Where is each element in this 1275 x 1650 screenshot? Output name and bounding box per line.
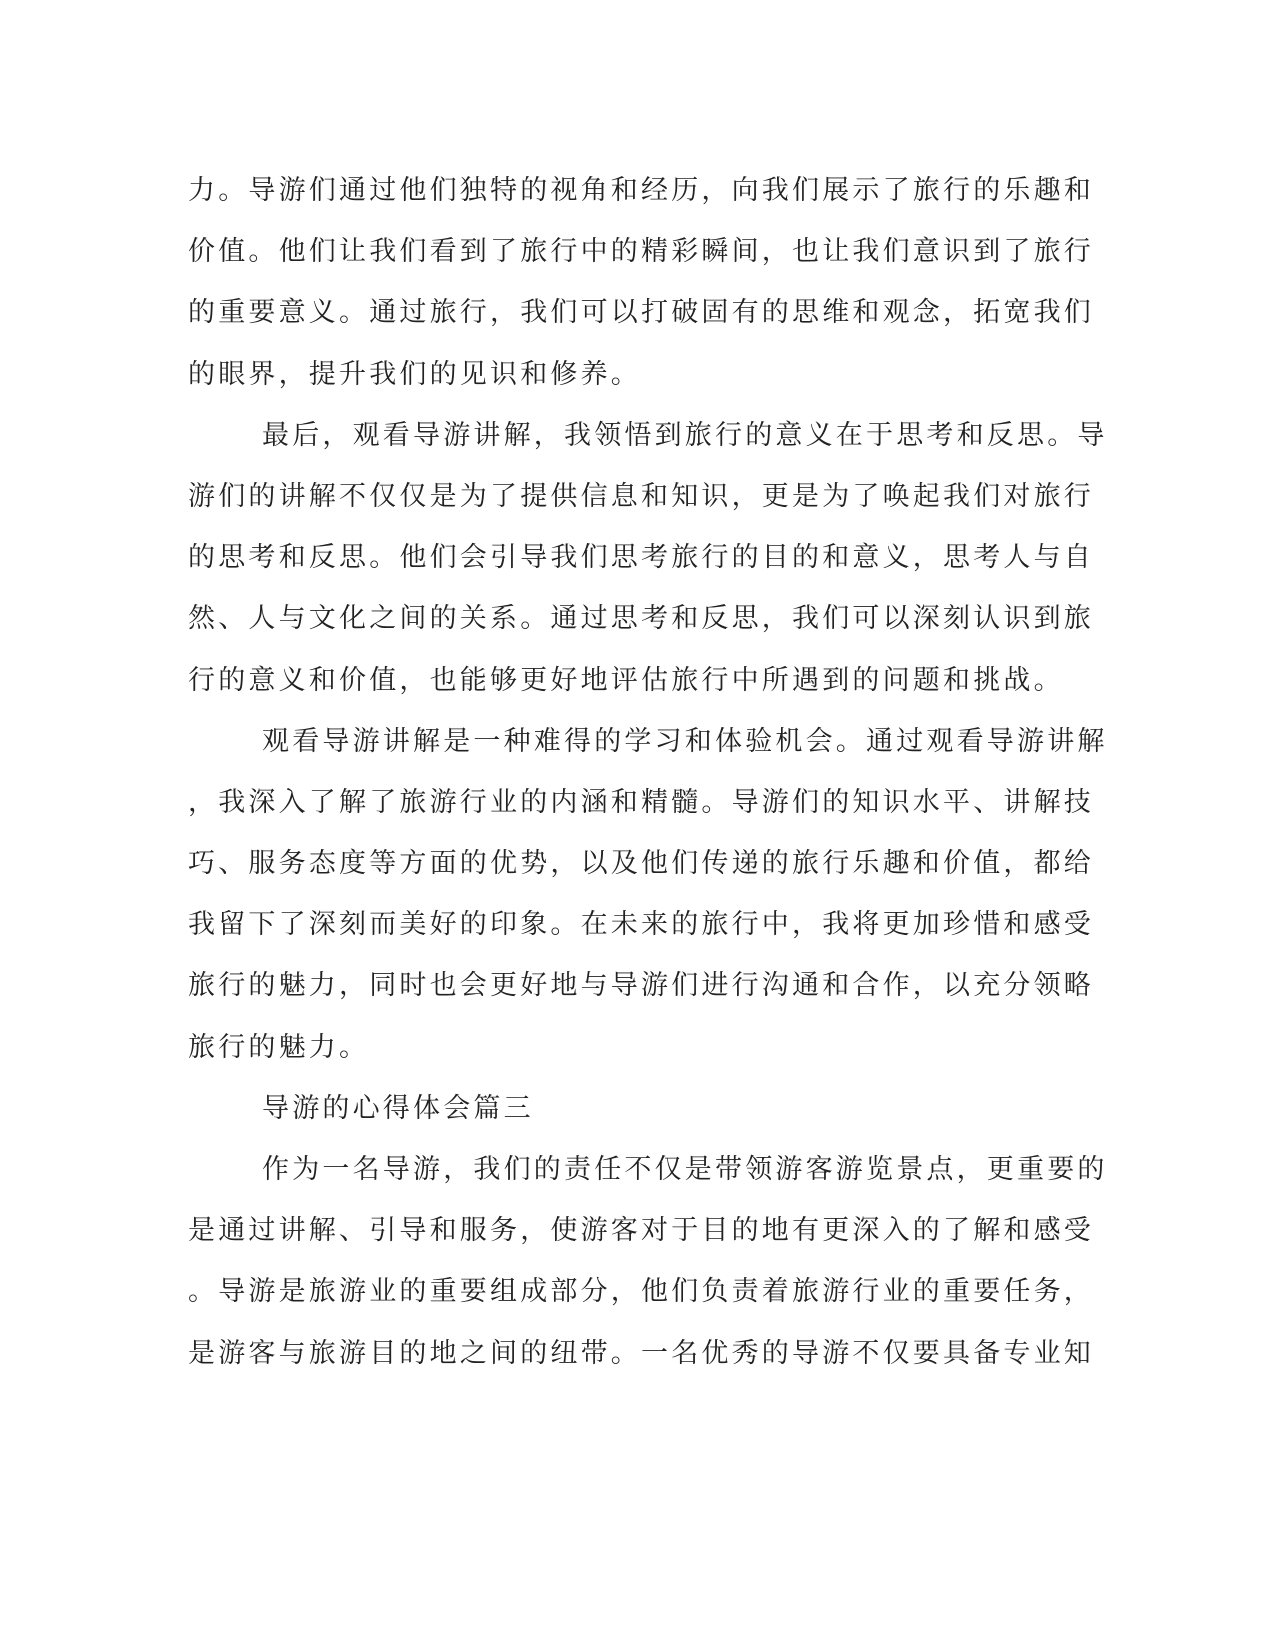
text-line-19: 。导游是旅游业的重要组成部分，他们负责着旅游行业的重要任务， bbox=[188, 1276, 1094, 1308]
text-line-2: 价值。他们让我们看到了旅行中的精彩瞬间，也让我们意识到了旅行 bbox=[188, 236, 1094, 268]
text-line-15: 旅行的魅力。 bbox=[188, 1031, 370, 1063]
text-line-17: 作为一名导游，我们的责任不仅是带领游客游览景点，更重要的 bbox=[262, 1154, 1108, 1185]
text-line-20: 是游客与旅游目的地之间的纽带。一名优秀的导游不仅要具备专业知 bbox=[188, 1337, 1094, 1369]
text-line-8: 然、人与文化之间的关系。通过思考和反思，我们可以深刻认识到旅 bbox=[188, 603, 1094, 635]
text-line-18: 是通过讲解、引导和服务，使游客对于目的地有更深入的了解和感受 bbox=[188, 1215, 1094, 1247]
text-line-6: 游们的讲解不仅仅是为了提供信息和知识，更是为了唤起我们对旅行 bbox=[188, 480, 1094, 512]
text-line-13: 我留下了深刻而美好的印象。在未来的旅行中，我将更加珍惜和感受 bbox=[188, 909, 1094, 941]
text-line-14: 旅行的魅力，同时也会更好地与导游们进行沟通和合作，以充分领略 bbox=[188, 970, 1094, 1002]
text-line-3: 的重要意义。通过旅行，我们可以打破固有的思维和观念，拓宽我们 bbox=[188, 297, 1094, 329]
section-heading: 导游的心得体会篇三 bbox=[262, 1092, 534, 1124]
text-line-4: 的眼界，提升我们的见识和修养。 bbox=[188, 358, 641, 390]
text-line-9: 行的意义和价值，也能够更好地评估旅行中所遇到的问题和挑战。 bbox=[188, 664, 1064, 696]
text-line-12: 巧、服务态度等方面的优势，以及他们传递的旅行乐趣和价值，都给 bbox=[188, 848, 1094, 880]
document-body bbox=[188, 160, 1108, 1384]
text-line-10: 观看导游讲解是一种难得的学习和体验机会。通过观看导游讲解 bbox=[262, 725, 1108, 757]
text-line-5: 最后，观看导游讲解，我领悟到旅行的意义在于思考和反思。导 bbox=[262, 419, 1108, 451]
text-line-1: 力。导游们通过他们独特的视角和经历，向我们展示了旅行的乐趣和 bbox=[188, 175, 1094, 206]
text-line-11: ，我深入了解了旅游行业的内涵和精髓。导游们的知识水平、讲解技 bbox=[188, 786, 1094, 818]
text-line-7: 的思考和反思。他们会引导我们思考旅行的目的和意义，思考人与自 bbox=[188, 542, 1094, 574]
